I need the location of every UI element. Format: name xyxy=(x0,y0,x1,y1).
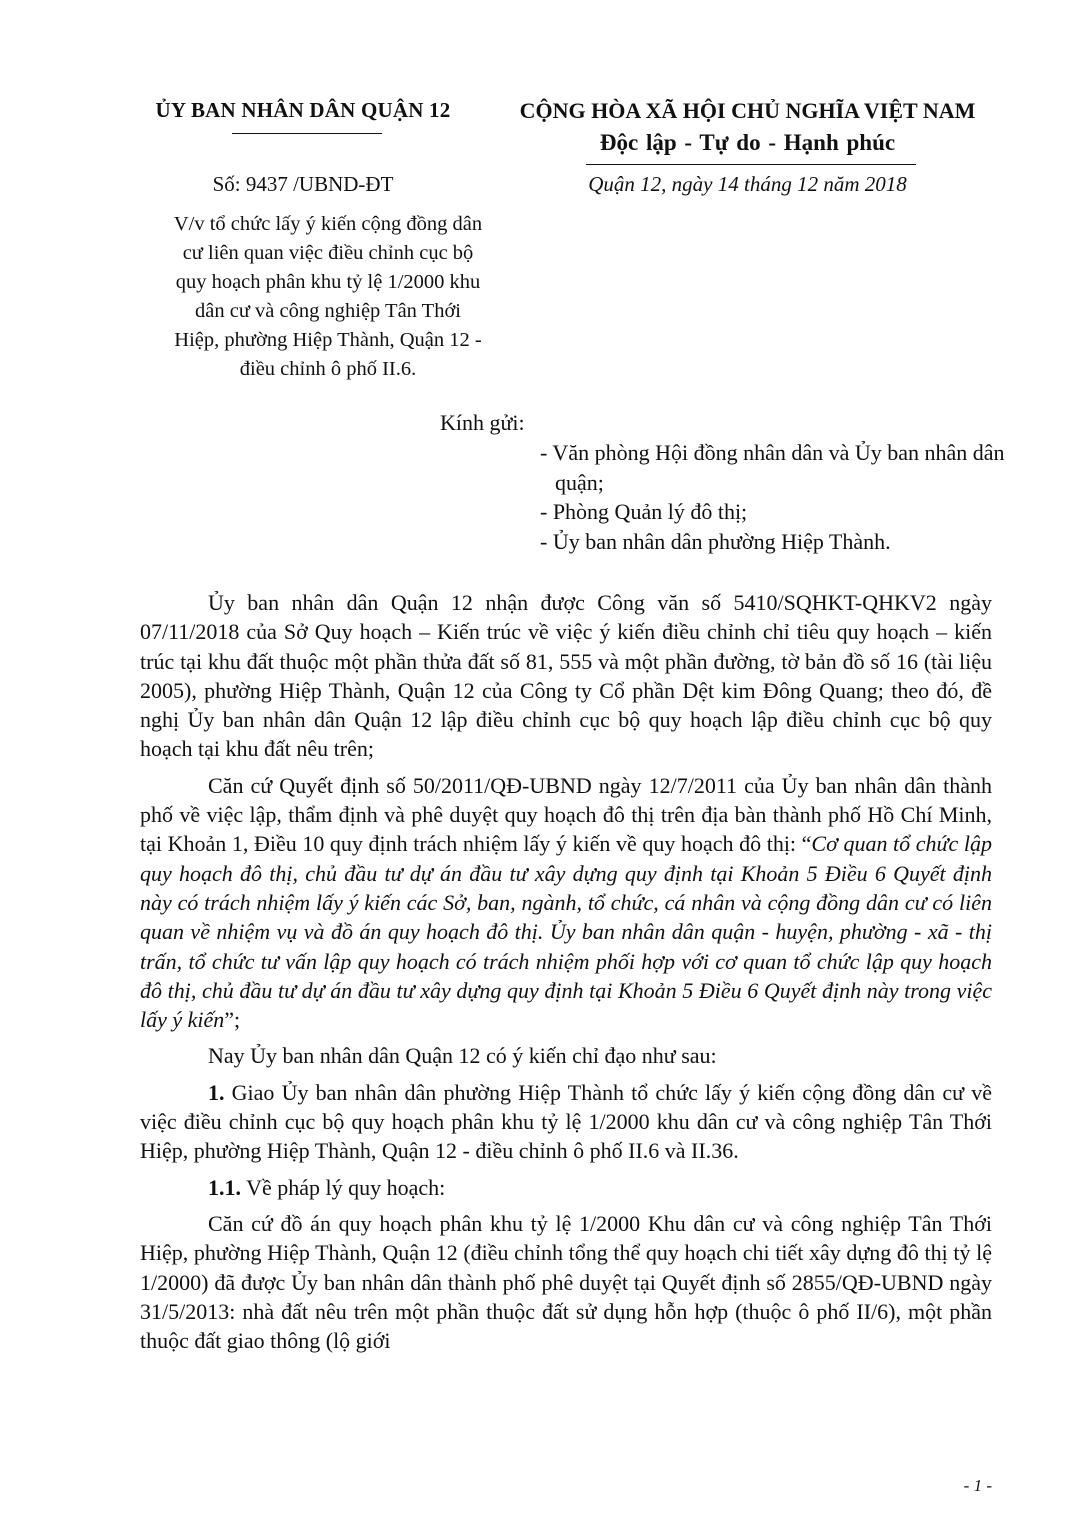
body-paragraph xyxy=(140,771,992,1035)
page-number: - 1 - xyxy=(963,1476,992,1495)
recipient-item: - Ủy ban nhân dân phường Hiệp Thành. xyxy=(540,528,891,554)
item-number: 1.1. xyxy=(208,1174,241,1200)
place-and-date: Quận 12, ngày 14 tháng 12 năm 2018 xyxy=(588,172,907,196)
recipient-list xyxy=(540,438,1010,556)
document-body xyxy=(140,588,992,1362)
subject-line: cư liên quan việc điều chỉnh cục bộ xyxy=(182,242,474,264)
body-paragraph xyxy=(140,1173,992,1202)
paragraph-text: Giao Ủy ban nhân dân phường Hiệp Thành tổ chức lấy ý kiến cộng đồng dân cư về việc điều chỉnh cục bộ quy hoạch phân khu tỷ lệ 1/2000 khu dân cư và công nghiệp Tân Thới Hiệp, phường Hiệp Thành, Quận 12 - điều chỉnh ô phố II.6 và II.36. xyxy=(140,1079,992,1164)
salutation: Kính gửi: xyxy=(440,410,525,435)
authority-underline xyxy=(232,133,382,134)
national-title: CỘNG HÒA XÃ HỘI CHỦ NGHĨA VIỆT NAM xyxy=(519,98,976,123)
paragraph-text: Về pháp lý quy hoạch: xyxy=(241,1174,446,1200)
paragraph-text: Căn cứ Quyết định số 50/2011/QĐ-UBND ngày 12/7/2011 của Ủy ban nhân dân thành phố về việc lập, thẩm định và phê duyệt quy hoạch đô thị trên địa bàn thành phố Hồ Chí Minh, tại Khoản 1, Điều 10 quy định trách nhiệm lấy ý kiến về quy hoạch đô thị: “ xyxy=(140,772,992,857)
subject-line: V/v tổ chức lấy ý kiến cộng đồng dân xyxy=(173,213,483,235)
issuing-authority: ỦY BAN NHÂN DÂN QUẬN 12 xyxy=(155,98,451,122)
national-motto: Độc lập - Tự do - Hạnh phúc xyxy=(599,130,896,155)
document-number: Số: 9437 /UBND-ĐT xyxy=(212,172,394,196)
subject-line: Hiệp, phường Hiệp Thành, Quận 12 - xyxy=(174,329,482,351)
body-paragraph: Nay Ủy ban nhân dân Quận 12 có ý kiến chỉ đạo như sau: xyxy=(208,1043,717,1069)
paragraph-text: ”; xyxy=(224,1007,241,1033)
recipient-item: - Phòng Quản lý đô thị; xyxy=(540,499,748,524)
subject-line: dân cư và công nghiệp Tân Thới xyxy=(195,300,461,322)
body-paragraph xyxy=(140,1078,992,1166)
motto-underline xyxy=(586,164,916,165)
item-number: 1. xyxy=(208,1079,225,1105)
body-paragraph: Ủy ban nhân dân Quận 12 nhận được Công văn số 5410/SQHKT-QHKV2 ngày 07/11/2018 của Sở Quy hoạch – Kiến trúc về việc ý kiến điều chỉnh chỉ tiêu quy hoạch – kiến trúc tại khu đất thuộc một phần thửa đất số 81, 555 và một phần đường, tờ bản đồ số 16 (tài liệu 2005), phường Hiệp Thành, Quận 12 của Công ty Cổ phần Dệt kim Đông Quang; theo đó, đề nghị Ủy ban nhân dân Quận 12 lập điều chỉnh cục bộ quy hoạch lập điều chỉnh cục bộ quy hoạch tại khu đất nêu trên; xyxy=(140,590,992,762)
subject-line: quy hoạch phân khu tỷ lệ 1/2000 khu xyxy=(175,271,481,293)
recipient-item: - Văn phòng Hội đồng nhân dân và Ủy ban nhân dân quận; xyxy=(540,440,1005,495)
body-paragraph: Căn cứ đồ án quy hoạch phân khu tỷ lệ 1/2000 Khu dân cư và công nghiệp Tân Thới Hiệp, phường Hiệp Thành, Quận 12 (điều chỉnh tổng thể quy hoạch chi tiết xây dựng đô thị tỷ lệ 1/2000) đã được Ủy ban nhân dân thành phố phê duyệt tại Quyết định số 2855/QĐ-UBND ngày 31/5/2013: nhà đất nêu trên một phần thuộc đất sử dụng hỗn hợp (thuộc ô phố II/6), một phần thuộc đất giao thông (lộ giới xyxy=(140,1210,992,1354)
quoted-regulation: Cơ quan tổ chức lập quy hoạch đô thị, chủ đầu tư dự án đầu tư xây dựng quy định tại Khoản 5 Điều 6 Quyết định này có trách nhiệm lấy ý kiến các Sở, ban, ngành, tổ chức, cá nhân và cộng đồng dân cư có liên quan về nhiệm vụ và đồ án quy hoạch đô thị. Ủy ban nhân dân quận - huyện, phường - xã - thị trấn, tổ chức tư vấn lập quy hoạch có trách nhiệm phối hợp với cơ quan tổ chức lập quy hoạch đô thị, chủ đầu tư dự án đầu tư xây dựng quy định tại Khoản 5 Điều 6 Quyết định này trong việc lấy ý kiến xyxy=(140,831,993,1033)
subject-line: điều chỉnh ô phố II.6. xyxy=(239,358,417,380)
document-subject xyxy=(128,210,528,384)
